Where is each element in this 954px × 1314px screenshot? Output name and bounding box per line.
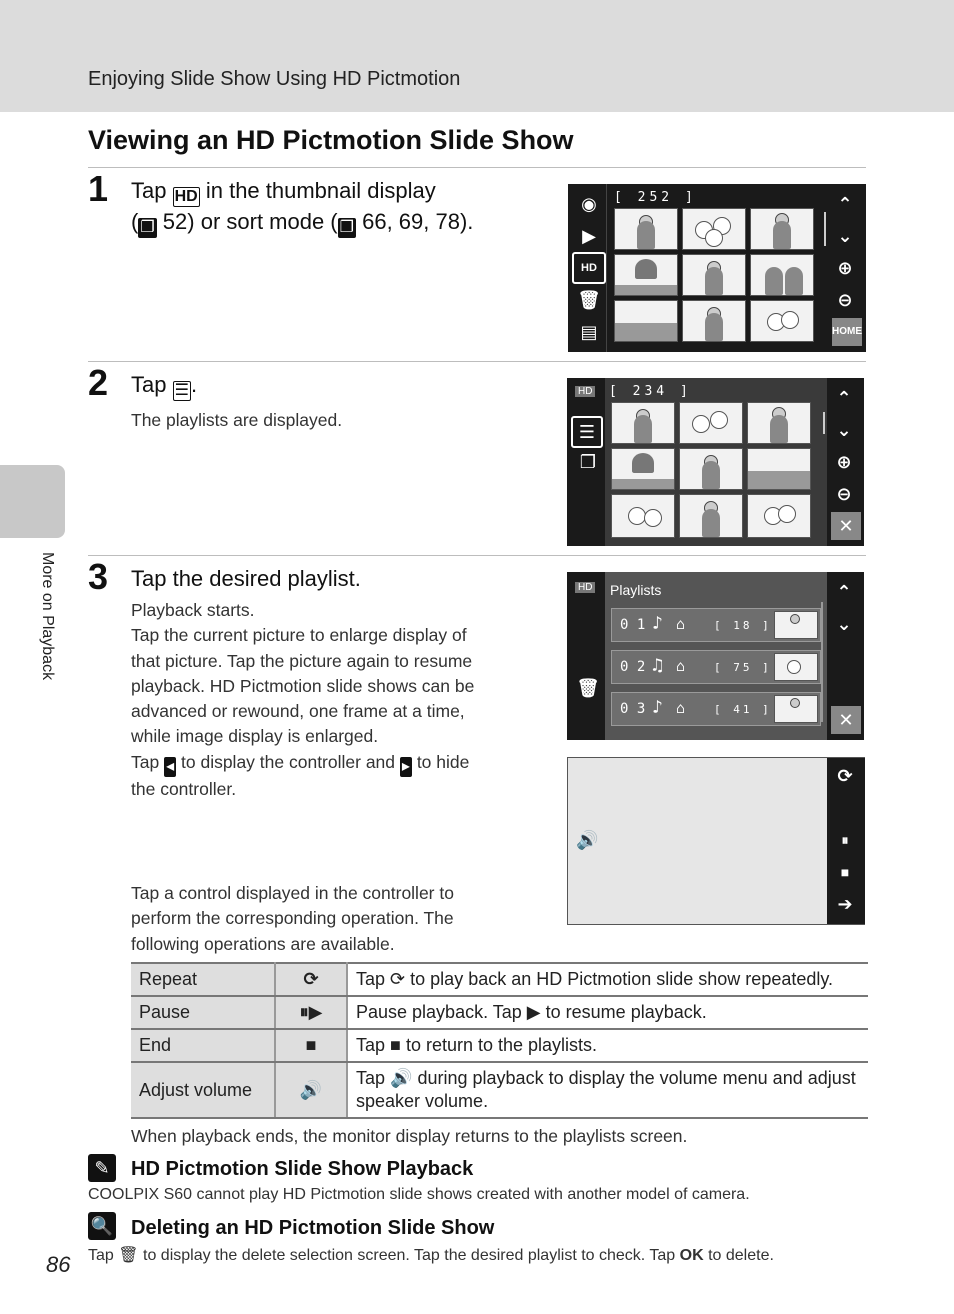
delete-icon[interactable]: 🗑 [576, 678, 600, 698]
note-pencil-icon: ✎ [88, 1154, 116, 1182]
pause-icon[interactable]: ⏸ [841, 832, 849, 848]
close-icon[interactable]: ✕ [831, 512, 861, 540]
after-table-text: When playback ends, the monitor display returns to the playlists screen. [131, 1126, 688, 1146]
list-icon: ☰ [174, 382, 189, 399]
volume-icon: 🔊 [275, 1062, 347, 1118]
thumbnail[interactable] [747, 494, 811, 538]
section-header: Enjoying Slide Show Using HD Pictmotion [88, 68, 461, 90]
image-counter: [ 234 ] [609, 384, 692, 399]
hide-controller-icon: ▸ [401, 757, 410, 775]
step-2-number: 2 [88, 362, 109, 403]
reference-icon: ❐ [339, 219, 354, 236]
delete-icon: 🗑 [118, 1247, 139, 1264]
play-icon: ▶ [526, 1002, 541, 1022]
table-row: Pause ⏸▶ Pause playback. Tap ▶ to resume playback. [131, 996, 868, 1029]
playlist-thumbnail [774, 611, 818, 639]
playback-icon[interactable]: ▶ [582, 226, 596, 246]
operations-table [131, 962, 868, 1119]
thumbnail[interactable] [747, 448, 811, 490]
note-text: COOLPIX S60 cannot play HD Pictmotion slide shows created with another model of camera. [88, 1186, 750, 1203]
step-2-text: The playlists are displayed. [131, 410, 343, 430]
scroll-up-icon[interactable]: ⌃ [837, 194, 853, 214]
page-title: Viewing an HD Pictmotion Slide Show [88, 125, 574, 155]
scrollbar[interactable] [823, 412, 825, 434]
note-title: Deleting an HD Pictmotion Slide Show [131, 1217, 495, 1239]
delete-icon[interactable]: 🗑 [577, 290, 601, 310]
hd-icon: HD [575, 582, 595, 593]
thumbnail[interactable] [611, 448, 675, 490]
step-1-heading: Tap HD in the thumbnail display ( ❐ 52) or sort mode ( ❐ 66, 69, 78). [131, 178, 474, 236]
note-title: HD Pictmotion Slide Show Playback [131, 1158, 474, 1180]
scroll-down-icon[interactable]: ⌄ [836, 614, 852, 634]
zoom-out-icon[interactable]: ⊖ [836, 484, 852, 504]
thumbnail[interactable] [614, 300, 678, 342]
playlists-title: Playlists [610, 582, 662, 598]
slideshow-icon[interactable]: ❐ [579, 452, 597, 472]
thumbnail[interactable] [679, 402, 743, 444]
thumbnail[interactable] [682, 208, 746, 250]
list-icon[interactable]: ☰ [571, 416, 603, 448]
thumbnail[interactable] [614, 254, 678, 296]
step-1-number: 1 [88, 168, 109, 209]
playlist-row-3[interactable]: 0 3 ♪ ⌂ [ 41 ] [611, 692, 821, 726]
thumbnail[interactable] [682, 254, 746, 296]
pause-play-icon: ⏸▶ [275, 996, 347, 1029]
volume-icon[interactable]: 🔊 [576, 830, 599, 850]
stop-icon[interactable]: ■ [840, 864, 850, 880]
effect-icon: ⌂ [676, 699, 686, 717]
ok-icon: OK [679, 1247, 704, 1264]
screen-thumbnail-display [568, 184, 866, 352]
thumbnail[interactable] [682, 300, 746, 342]
header-band [0, 0, 954, 112]
playlist-thumbnail [774, 653, 818, 681]
table-row: Adjust volume 🔊 Tap 🔊 during playback to display the volume menu and adjust speaker volume. [131, 1062, 868, 1118]
note-magnifier-icon: 🔍 [88, 1212, 116, 1240]
scroll-up-icon[interactable]: ⌃ [836, 582, 852, 602]
step-3-text: Playback starts. Tap the current picture to enlarge display of that picture. Tap the picture again to resume playback. HD Pictmotion slide shows can be advanced or rewound, one frame at a time, while image display is enlarged. Tap ◂ to display the controller and ▸ to hide the controller. [131, 600, 475, 799]
thumbnail[interactable] [679, 494, 743, 538]
playlist-thumbnail [774, 695, 818, 723]
thumbnail[interactable] [750, 300, 814, 342]
camera-icon[interactable]: ◉ [581, 194, 597, 214]
home-icon[interactable]: HOME [832, 318, 862, 346]
repeat-icon[interactable]: ⟳ [837, 766, 853, 786]
stop-icon: ■ [275, 1029, 347, 1062]
thumbnail[interactable] [614, 208, 678, 250]
thumbnail[interactable] [750, 208, 814, 250]
thumbnail[interactable] [750, 254, 814, 296]
step-2-heading: Tap ☰. [131, 372, 198, 399]
zoom-in-icon[interactable]: ⊕ [837, 258, 853, 278]
reference-icon: ❐ [140, 219, 155, 236]
side-label: More on Playback [39, 552, 56, 681]
repeat-icon: ⟳ [390, 969, 406, 989]
effect-icon: ⌂ [676, 615, 686, 633]
step-3-text-2: Tap a control displayed in the controller to perform the corresponding operation. The following operations are available. [131, 883, 454, 954]
thumbnail[interactable] [611, 494, 675, 538]
zoom-in-icon[interactable]: ⊕ [836, 452, 852, 472]
table-row: Repeat ⟳ Tap ⟳ to play back an HD Pictmotion slide show repeatedly. [131, 963, 868, 996]
step-3-number: 3 [88, 556, 109, 597]
thumbnail[interactable] [611, 402, 675, 444]
volume-icon: 🔊 [390, 1068, 413, 1088]
zoom-out-icon[interactable]: ⊖ [837, 290, 853, 310]
image-counter: [ 252 ] [614, 190, 697, 205]
thumbnail[interactable] [679, 448, 743, 490]
show-controller-icon: ◂ [166, 757, 175, 775]
scroll-down-icon[interactable]: ⌄ [836, 420, 852, 440]
scrollbar[interactable] [824, 212, 826, 246]
divider [88, 555, 866, 556]
hd-icon: HD [575, 386, 595, 397]
note-text: Tap 🗑 to display the delete selection screen. Tap the desired playlist to check. Tap OK to delete. [88, 1247, 774, 1264]
music-icon: ♪ [652, 613, 663, 634]
screen-playback-controller [567, 757, 865, 925]
hd-pictmotion-icon: HD [174, 188, 198, 205]
scrollbar[interactable] [821, 602, 823, 722]
divider [88, 361, 866, 362]
screen-hd-pictmotion [567, 378, 864, 546]
step-3-heading: Tap the desired playlist. [131, 566, 361, 591]
close-icon[interactable]: ✕ [831, 706, 861, 734]
page-number: 86 [46, 1252, 71, 1277]
hd-pictmotion-icon[interactable]: HD [572, 252, 606, 284]
scroll-up-icon[interactable]: ⌃ [836, 388, 852, 408]
repeat-icon: ⟳ [275, 963, 347, 996]
stop-icon: ■ [390, 1035, 401, 1055]
music-icon: ♫ [652, 655, 663, 676]
side-tab [0, 465, 65, 538]
playlist-row-2[interactable]: 0 2 ♫ ⌂ [ 75 ] [611, 650, 821, 684]
thumbnail[interactable] [747, 402, 811, 444]
scroll-down-icon[interactable]: ⌄ [837, 226, 853, 246]
table-row: End ■ Tap ■ to return to the playlists. [131, 1029, 868, 1062]
hide-controller-icon[interactable]: ➔ [837, 894, 853, 914]
menu-icon[interactable]: ▤ [580, 322, 598, 342]
effect-icon: ⌂ [676, 657, 686, 675]
playlist-row-1[interactable]: 0 1 ♪ ⌂ [ 18 ] [611, 608, 821, 642]
divider [88, 167, 866, 168]
music-icon: ♪ [652, 697, 663, 718]
